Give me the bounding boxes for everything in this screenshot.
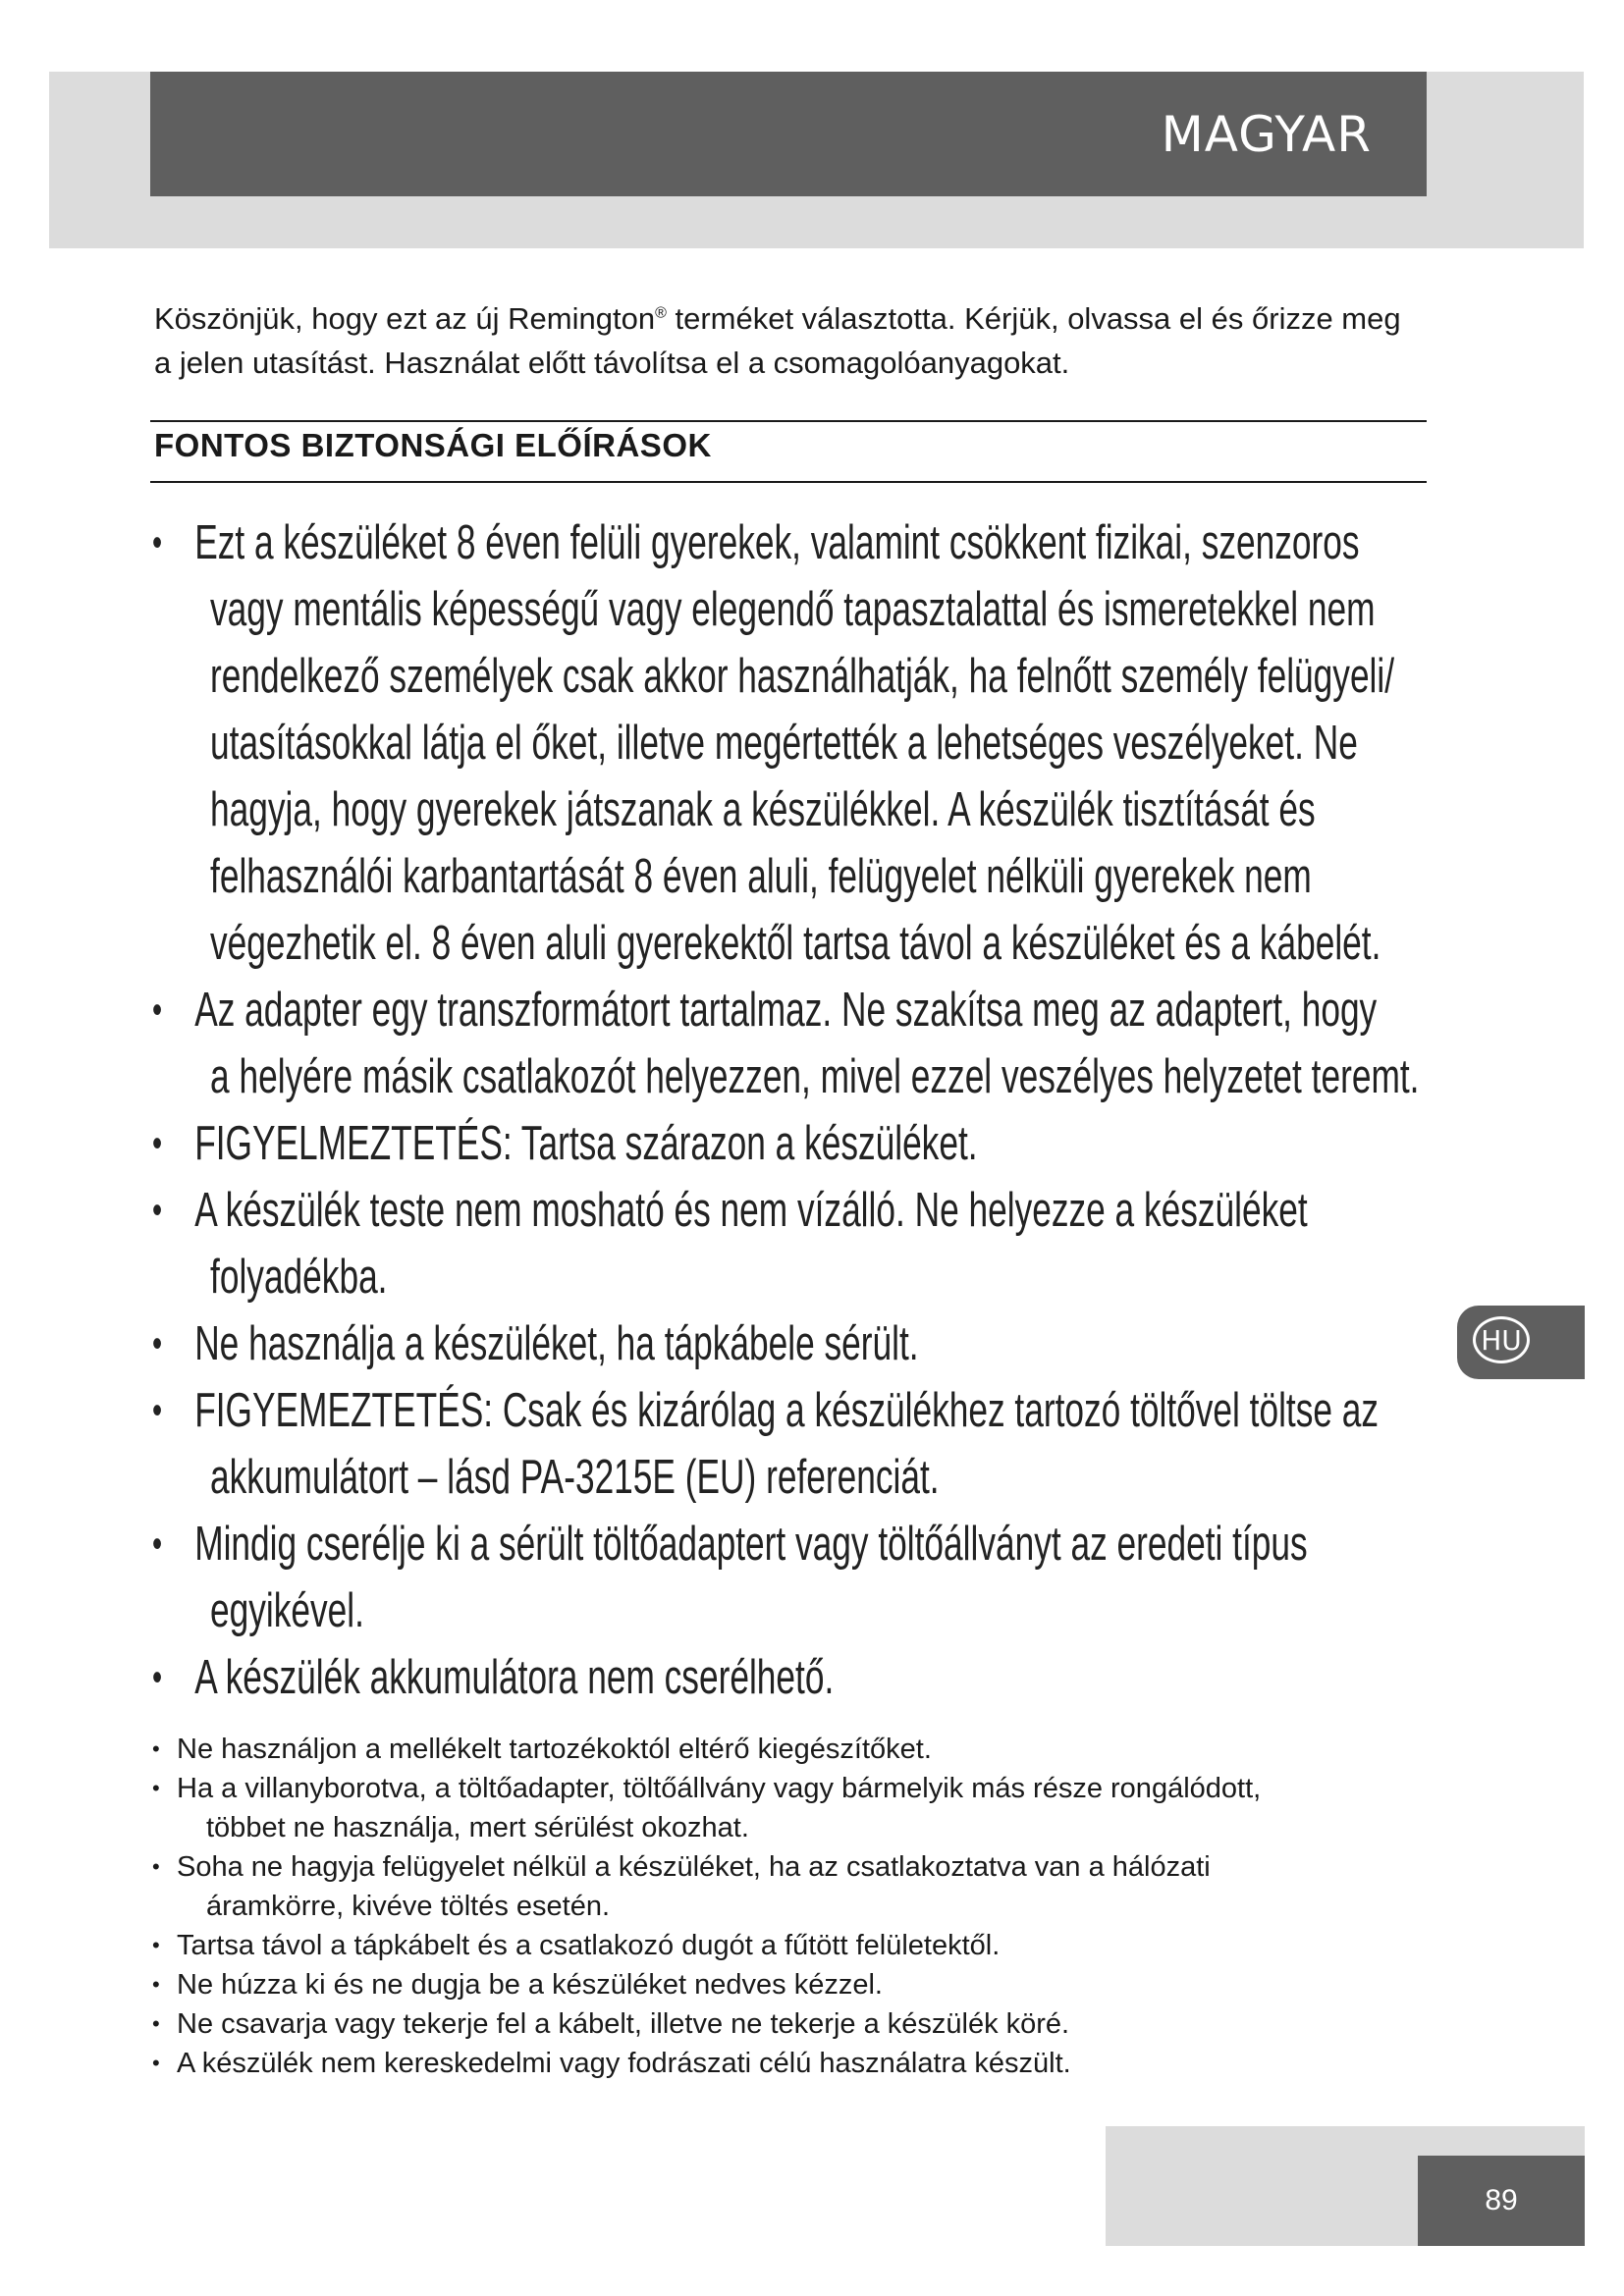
safety-item-line: FIGYEMEZTETÉS: Csak és kizárólag a készülékhez tartozó töltővel töltse az: [194, 1384, 1380, 1437]
hu-badge-icon: [1473, 1316, 1530, 1363]
bullet-icon: •: [152, 1656, 163, 1699]
bullet-icon: •: [152, 988, 163, 1032]
safety-note-line: Ne csavarja vagy tekerje fel a kábelt, illetve ne tekerje a készülék köré.: [177, 2008, 1070, 2040]
safety-item-line: Mindig cserélje ki a sérült töltőadaptert vagy töltőállványt az eredeti típus: [194, 1518, 1308, 1571]
safety-note: [152, 2044, 1429, 2083]
safety-item: [152, 1644, 1453, 1711]
bullet-icon: •: [152, 1522, 163, 1566]
bullet-icon: •: [152, 2051, 160, 2075]
intro-line-2: a jelen utasítást. Használat előtt távolítsa el a csomagolóanyagokat.: [154, 346, 1070, 380]
safety-item: [152, 1310, 1453, 1377]
bullet-icon: •: [152, 1933, 160, 1957]
language-tab: [1457, 1306, 1585, 1379]
bullet-icon: •: [152, 521, 163, 564]
safety-note: [152, 1730, 1429, 1769]
safety-item-line: A készülék akkumulátora nem cserélhető.: [194, 1651, 835, 1704]
safety-note-line: Soha ne hagyja felügyelet nélkül a készüléket, ha az csatlakoztatva van a hálózati: [177, 1851, 1211, 1883]
safety-item-line: A készülék teste nem mosható és nem vízálló. Ne helyezze a készüléket: [194, 1184, 1308, 1237]
language-title: MAGYAR: [1161, 105, 1372, 163]
safety-item: [152, 1177, 1453, 1310]
safety-item-line: hagyja, hogy gyerekek játszanak a készülékkel. A készülék tisztítását és: [210, 783, 1316, 836]
bullet-icon: •: [152, 1322, 163, 1365]
safety-item-line: utasításokkal látja el őket, illetve megértették a lehetséges veszélyeket. Ne: [210, 717, 1358, 770]
safety-item-line: egyikével.: [210, 1584, 364, 1637]
safety-item-line: rendelkező személyek csak akkor használhatják, ha felnőtt személy felügyeli/: [210, 650, 1395, 703]
safety-item: [152, 1110, 1453, 1177]
bullet-icon: •: [152, 1854, 160, 1879]
bullet-icon: •: [152, 1122, 163, 1165]
safety-note: [152, 1965, 1429, 2004]
bullet-icon: •: [152, 1736, 160, 1761]
intro-line-1-prefix: Köszönjük, hogy ezt az új Remington: [154, 301, 656, 336]
safety-item: [152, 1377, 1453, 1511]
safety-item-line: Az adapter egy transzformátort tartalmaz. Ne szakítsa meg az adaptert, hogy: [194, 984, 1378, 1037]
safety-item: [152, 509, 1453, 977]
intro-paragraph: [154, 296, 1431, 385]
safety-item-line: végezhetik el. 8 éven aluli gyerekektől tartsa távol a készüléket és a kábelét.: [210, 917, 1381, 970]
safety-item-line: folyadékba.: [210, 1251, 388, 1304]
safety-note-line: áramkörre, kivéve töltés esetén.: [206, 1891, 611, 1922]
safety-note: [152, 2004, 1429, 2044]
bullet-icon: •: [152, 1972, 160, 1997]
safety-item-line: Ne használja a készüléket, ha tápkábele sérült.: [194, 1317, 919, 1370]
safety-item-line: FIGYELMEZTETÉS: Tartsa szárazon a készüléket.: [194, 1117, 978, 1170]
safety-item-line: Ezt a készüléket 8 éven felüli gyerekek, valamint csökkent fizikai, szenzoros: [194, 516, 1360, 569]
section-rule-top: [150, 420, 1427, 422]
safety-note-line: Ha a villanyborotva, a töltőadapter, töltőállvány vagy bármelyik más része rongálódott,: [177, 1773, 1262, 1804]
bullet-icon: •: [152, 1389, 163, 1432]
section-rule-bottom: [150, 481, 1427, 483]
header-bar: [150, 72, 1427, 196]
bullet-icon: •: [152, 1776, 160, 1800]
safety-note: [152, 1847, 1429, 1926]
safety-note-line: többet ne használja, mert sérülést okozhat.: [206, 1812, 749, 1843]
safety-item: [152, 1511, 1453, 1644]
safety-note-line: A készülék nem kereskedelmi vagy fodrászati célú használatra készült.: [177, 2048, 1071, 2079]
footer-box: [1418, 2156, 1585, 2246]
safety-note: [152, 1769, 1429, 1847]
safety-note-line: Tartsa távol a tápkábelt és a csatlakozó dugót a fűtött felületektől.: [177, 1930, 1001, 1961]
safety-list-small: [152, 1730, 1429, 2083]
safety-note-line: Ne húzza ki és ne dugja be a készüléket nedves kézzel.: [177, 1969, 883, 2001]
safety-item-line: vagy mentális képességű vagy elegendő tapasztalattal és ismeretekkel nem: [210, 583, 1376, 636]
safety-note-line: Ne használjon a mellékelt tartozékoktól eltérő kiegészítőket.: [177, 1734, 932, 1765]
bullet-icon: •: [152, 1189, 163, 1232]
safety-list-large: [152, 509, 1586, 1711]
safety-item: [152, 977, 1453, 1110]
registered-mark: ®: [655, 304, 667, 322]
page-number: 89: [1485, 2184, 1518, 2216]
section-title: FONTOS BIZTONSÁGI ELŐÍRÁSOK: [154, 427, 712, 463]
language-tab-label: HU: [1481, 1323, 1522, 1357]
safety-item-line: akkumulátort – lásd PA-3215E (EU) referenciát.: [210, 1451, 940, 1504]
intro-line-1: [154, 296, 1431, 341]
safety-note: [152, 1926, 1429, 1965]
intro-line-1-suffix: terméket választotta. Kérjük, olvassa el és őrizze meg: [666, 301, 1401, 336]
safety-item-line: felhasználói karbantartását 8 éven aluli, felügyelet nélküli gyerekek nem: [210, 850, 1312, 903]
bullet-icon: •: [152, 2011, 160, 2036]
safety-item-line: a helyére másik csatlakozót helyezzen, mivel ezzel veszélyes helyzetet teremt.: [210, 1050, 1420, 1103]
